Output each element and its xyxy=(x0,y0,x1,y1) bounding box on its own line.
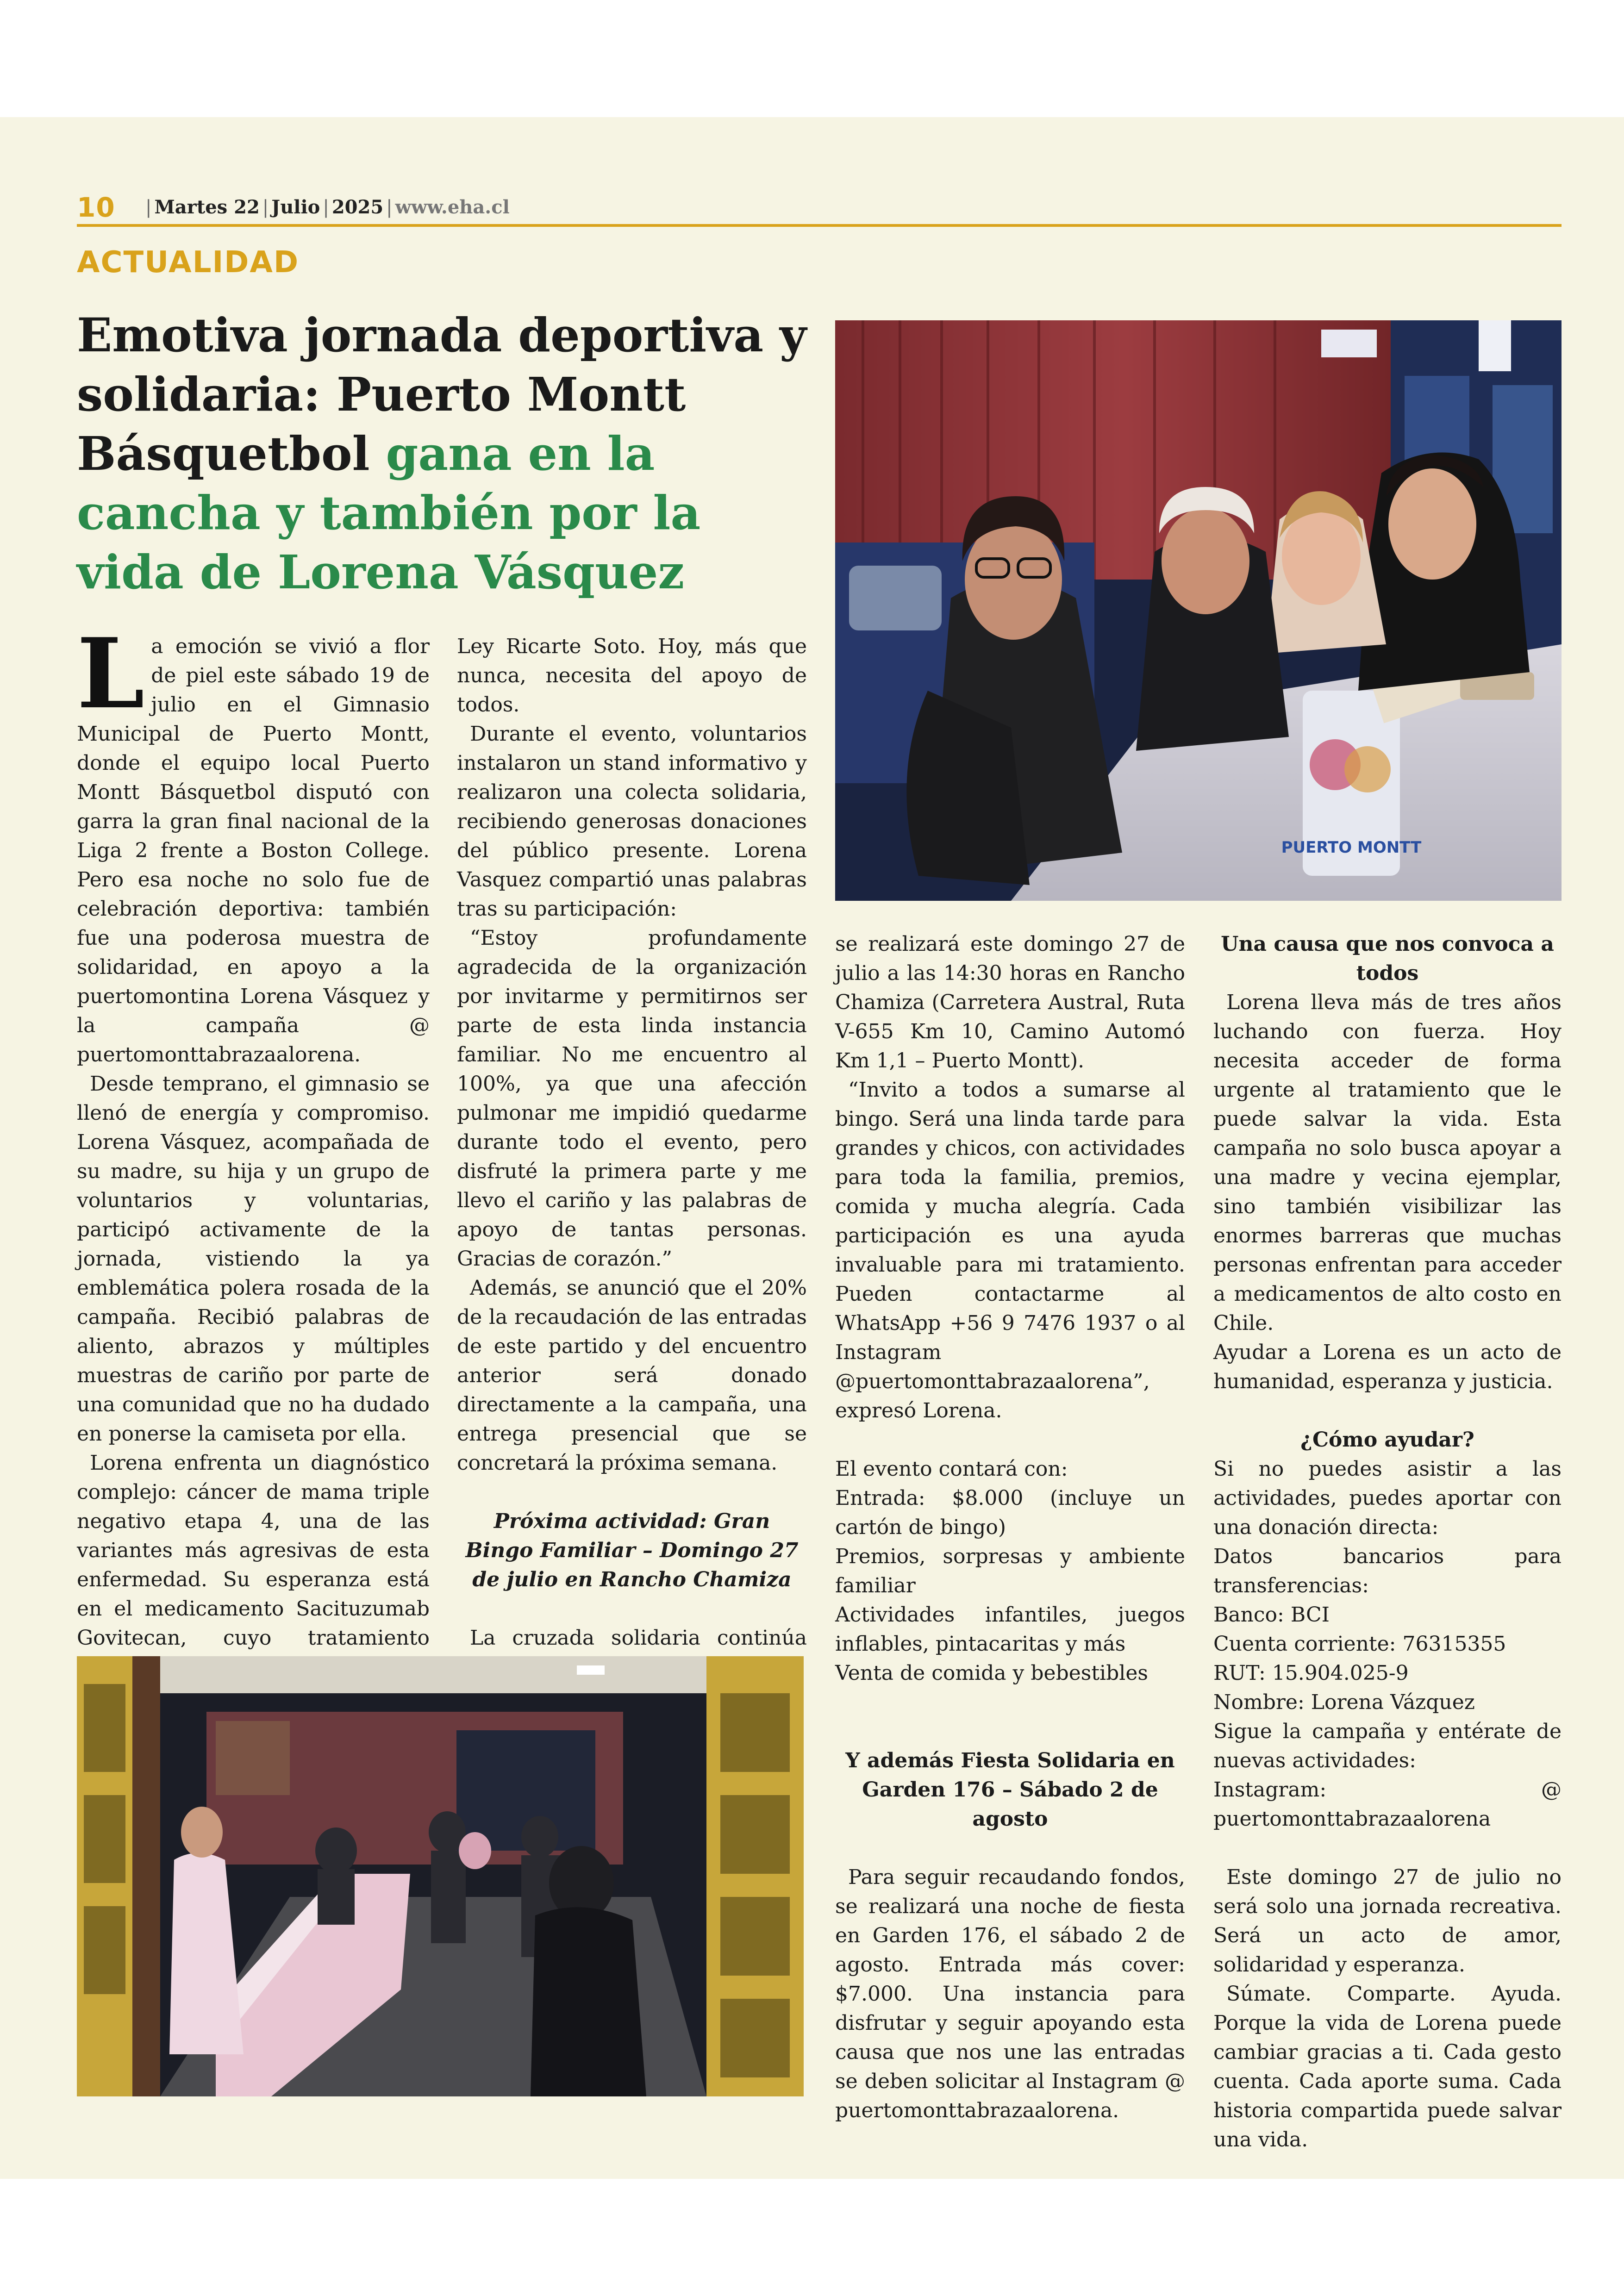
bank-label: Datos bancarios para transferencias: xyxy=(1213,1545,1562,1597)
article-column-1 xyxy=(77,617,430,1740)
col1-paragraph-2: Desde temprano, el gimnasio se llenó de energía y compromiso. Lorena Vásquez, acompañada de su madre, su hija y un grupo de voluntarios y voluntarias, participó activamente de la jornada, vistiendo la ya emblemática polera rosada de la campaña. Recibió palabras de aliento, abrazos y múltiples muestras de cariño por parte de una comunidad que no ha dudado en ponerse la camiseta por ella. xyxy=(77,1072,430,1446)
article-headline xyxy=(77,306,818,602)
col4-paragraph-3: Este domingo 27 de julio no será solo una jornada recreativa. Será un acto de amor, solidaridad y esperanza. xyxy=(1213,1865,1562,1977)
header-rule xyxy=(77,224,1562,227)
col3-paragraph-1: se realizará este domingo 27 de julio a las 14:30 horas en Rancho Chamiza (Carretera Austral, Ruta V-655 Km 10, Camino Automó Km 1,1 – Puerto Montt). xyxy=(835,932,1185,1073)
date-line: | Martes 22 | Julio | 2025 | www.eha.cl xyxy=(145,196,510,218)
follow-text: Sigue la campaña y entérate de nuevas actividades: xyxy=(1213,1720,1562,1772)
article-column-4 xyxy=(1213,929,1562,2154)
subhead-bingo: Próxima actividad: Gran Bingo Familiar – Domingo 27 de julio en Rancho Chamiza xyxy=(465,1509,799,1591)
photo-women-at-table xyxy=(835,320,1562,901)
col2-paragraph-4: Además, se anunció que el 20% de la recaudación de las entradas de este partido y del encuentro anterior será donado directamente a la campaña, una entrega presencial que se concretará la próxima semana. xyxy=(457,1276,807,1475)
headline-green: gana en la cancha y también por la vida de Lorena Vásquez xyxy=(77,426,701,599)
subhead-causa: Una causa que nos convoca a todos xyxy=(1221,932,1554,985)
col4-paragraph-4: Súmate. Comparte. Ayuda. Porque la vida de Lorena puede cambiar gracias a ti. Cada gesto cuenta. Cada aporte suma. Cada historia compartida puede salvar una vida. xyxy=(1213,1982,1562,2152)
article-column-3 xyxy=(835,929,1185,2125)
col2-paragraph-5: La cruzada solidaria continúa xyxy=(470,1626,807,1650)
col2-paragraph-1: Ley Ricarte Soto. Hoy, más que nunca, necesita del apoyo de todos. xyxy=(457,635,807,717)
col2-paragraph-2: Durante el evento, voluntarios instalaron un stand informativo y realizaron una colecta solidaria, recibiendo generosas donaciones del público presente. Lorena Vasquez compartió unas palabras tras su participación: xyxy=(457,722,807,921)
mug-text: PUERTO MONTT xyxy=(1281,838,1422,857)
page-number: 10 xyxy=(77,192,115,223)
event-list-item: Premios, sorpresas y ambiente familiar xyxy=(835,1545,1185,1597)
photo-gym-stand xyxy=(77,1656,804,2096)
bank-holder: Nombre: Lorena Vázquez xyxy=(1213,1690,1475,1714)
help-intro: Si no puedes asistir a las actividades, puedes aportar con una donación directa: xyxy=(1213,1457,1562,1539)
event-list-item: Entrada: $8.000 (incluye un cartón de bingo) xyxy=(835,1486,1185,1539)
bank-rut: RUT: 15.904.025-9 xyxy=(1213,1661,1409,1685)
subhead-como-ayudar: ¿Cómo ayudar? xyxy=(1300,1428,1474,1452)
event-list-intro: El evento contará con: xyxy=(835,1457,1068,1481)
col1-paragraph-1: a emoción se vivió a flor de piel este sábado 19 de julio en el Gimnasio Municipal de Puerto Montt, donde el equipo local Puerto Montt Básquetbol disputó con garra la gran final nacional de la Liga 2 frente a Boston College. Pero esa noche no solo fue de celebración deportiva: también fue una poderosa muestra de solidaridad, en apoyo a la puertomontina Lorena Vásquez y la campaña @ puertomonttabrazaalorena. xyxy=(77,635,430,1066)
website-url: www.eha.cl xyxy=(395,196,510,218)
date-weekday-day: Martes 22 xyxy=(154,196,260,218)
event-list-item: Venta de comida y bebestibles xyxy=(835,1661,1148,1685)
instagram-handle: Instagram: @ puertomonttabrazaalorena xyxy=(1213,1778,1562,1831)
page-header xyxy=(77,190,1562,223)
col4-paragraph-1: Lorena lleva más de tres años luchando con fuerza. Hoy necesita acceder de forma urgente al tratamiento que le puede salvar la vida. Esta campaña no solo busca apoyar a una madre y vecina ejemplar, sino también visibilizar las enormes barreras que muchas personas enfrentan para acceder a medicamentos de alto costo en Chile. xyxy=(1213,991,1562,1335)
date-month: Julio xyxy=(271,196,320,218)
col3-paragraph-3: Para seguir recaudando fondos, se realizará una noche de fiesta en Garden 176, el sábado 2 de agosto. Entrada más cover: $7.000. Una instancia para disfrutar y seguir apoyando esta causa que nos une las entradas se deben solicitar al Instagram @ puertomonttabrazaalorena. xyxy=(835,1865,1185,2122)
bank-account: Cuenta corriente: 76315355 xyxy=(1213,1632,1506,1656)
event-list-item: Actividades infantiles, juegos inflables, pintacaritas y más xyxy=(835,1603,1185,1656)
drop-cap: L xyxy=(77,617,145,730)
col1-paragraph-3: Lorena enfrenta un diagnóstico complejo: cáncer de mama triple negativo etapa 4, una de las variantes más agresivas de esta enfermedad. Su esperanza está en el medicamento Sacituzumab Govitecan, cuyo tratamiento xyxy=(77,1451,430,1650)
col4-paragraph-2: Ayudar a Lorena es un acto de humanidad, esperanza y justicia. xyxy=(1213,1341,1562,1393)
col3-quote: “Invito a todos a sumarse al bingo. Será una linda tarde para grandes y chicos, con actividades para toda la familia, premios, comida y mucha alegría. Cada participación es una ayuda invaluable para mi tratamiento. Pueden contactarme al WhatsApp +56 9 7476 1937 o al Instagram @puertomonttabrazaalorena”, expresó Lorena. xyxy=(835,1078,1185,1422)
headline-black: Emotiva jornada deportiva y solidaria: Puerto Montt Básquetbol xyxy=(77,308,807,481)
col2-quote: “Estoy profundamente agradecida de la organización por invitarme y permitirnos ser parte de esta linda instancia familiar. No me encuentro al 100%, ya que una afección pulmonar me impidió quedarme durante todo el evento, pero disfruté la primera parte y me llevo el cariño y las palabras de apoyo de tantas personas. Gracias de corazón.” xyxy=(457,926,807,1271)
date-year: 2025 xyxy=(331,196,384,218)
subhead-fiesta: Y además Fiesta Solidaria en Garden 176 – Sábado 2 de agosto xyxy=(845,1749,1175,1831)
bank-name: Banco: BCI xyxy=(1213,1603,1330,1627)
article-column-2 xyxy=(457,632,807,1682)
section-label: ACTUALIDAD xyxy=(77,245,300,280)
